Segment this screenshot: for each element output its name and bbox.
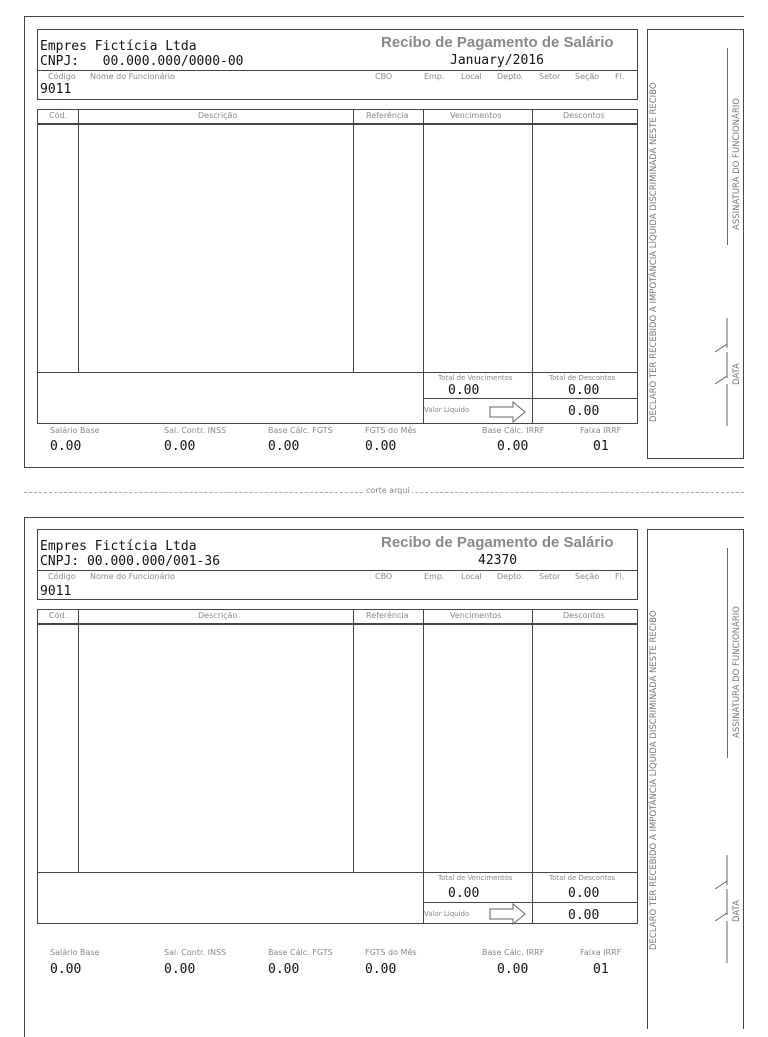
total-vencimentos-label: Total de Vencimentos (438, 374, 513, 382)
irrf-faixa: 01 (593, 439, 609, 454)
divider (423, 398, 638, 399)
inss: 0.00 (164, 962, 196, 977)
receipt-title: Recibo de Pagamento de Salário (381, 534, 614, 551)
receipt-1 (0, 0, 768, 470)
fgts-mes: 0.00 (365, 439, 397, 454)
date-line (710, 855, 732, 965)
col-referencia: Referência (366, 111, 409, 120)
signature-label: ASSINATURA DO FUNCIONÁRIO (732, 98, 742, 230)
valor-liquido-label: Valor Líquido (424, 406, 470, 414)
irrf-faixa: 01 (593, 962, 609, 977)
codigo-label: Código (48, 572, 76, 581)
valor-liquido: 0.00 (568, 908, 600, 923)
header-box (37, 529, 638, 571)
cbo-label: CBO (375, 72, 393, 81)
cnpj-label: CNPJ: (40, 554, 80, 569)
col-descontos: Descontos (563, 611, 605, 620)
period: January/2016 (450, 53, 544, 68)
date-label: DATA (732, 363, 742, 385)
fgts-mes: 0.00 (365, 962, 397, 977)
fgts-base-label: Base Cálc. FGTS (268, 426, 333, 435)
arrow-right-icon (489, 903, 527, 925)
items-table (37, 109, 638, 373)
arrow-right-icon (489, 401, 527, 423)
cut-label: corte arqui (366, 486, 410, 495)
total-descontos-label: Total de Descontos (549, 374, 616, 382)
bases-row (37, 424, 638, 458)
cnpj (40, 554, 220, 569)
irrf-base: 0.00 (497, 962, 529, 977)
setor-label: Setor (539, 72, 561, 81)
total-descontos-label: Total de Descontos (549, 874, 616, 882)
table-header (38, 610, 637, 625)
inss-label: Sal. Contr. INSS (164, 426, 227, 435)
irrf-base-label: Base Cálc. IRRF (482, 948, 545, 957)
divider (532, 873, 533, 923)
total-vencimentos: 0.00 (448, 886, 480, 901)
declaration-text: DECLARO TER RECEBIDO A IMPOTÂNCIA LÍQUIDA DISCRIMINADA NESTE RECIBO (649, 82, 659, 422)
salario-base: 0.00 (50, 962, 82, 977)
secao-label: Seção (575, 572, 600, 581)
signature-line (727, 48, 728, 245)
cnpj-label: CNPJ: (40, 54, 80, 69)
fgts-base-label: Base Cálc. FGTS (268, 948, 333, 957)
divider (423, 110, 424, 372)
employee-box (37, 70, 638, 100)
receipt-body (37, 529, 638, 999)
col-cod: Cód. (49, 611, 68, 620)
irrf-faixa-label: Faixa IRRF (580, 948, 622, 957)
col-descricao: Descrição (198, 611, 238, 620)
valor-liquido: 0.00 (568, 404, 600, 419)
table-header (38, 110, 637, 125)
employee-box (37, 570, 638, 600)
emp-label: Emp. (424, 72, 445, 81)
date-line (710, 318, 732, 428)
company-name: Empres Fictícia Ltda (40, 539, 197, 554)
irrf-base: 0.00 (497, 439, 529, 454)
employee-code: 9011 (40, 82, 72, 97)
setor-label: Setor (539, 572, 561, 581)
fl-label: Fl. (615, 572, 625, 581)
irrf-base-label: Base Cálc. IRRF (482, 426, 545, 435)
period: 42370 (478, 553, 518, 568)
salario-base-label: Salário Base (50, 948, 100, 957)
col-referencia: Referência (366, 611, 409, 620)
salario-base-label: Salário Base (50, 426, 100, 435)
divider (353, 110, 354, 372)
declaration-text: DECLARO TER RECEBIDO A IMPOTÂNCIA LÍQUIDA DISCRIMINADA NESTE RECIBO (649, 610, 659, 950)
cnpj-value: 00.000.000/001-36 (86, 554, 221, 569)
receipt-body (37, 29, 638, 459)
company-name: Empres Fictícia Ltda (40, 39, 197, 54)
divider (423, 902, 638, 903)
salario-base: 0.00 (50, 439, 82, 454)
signature-panel (647, 529, 744, 1029)
valor-liquido-label: Valor Líquido (424, 910, 470, 918)
total-vencimentos: 0.00 (448, 383, 480, 398)
total-vencimentos-label: Total de Vencimentos (438, 874, 513, 882)
signature-label: ASSINATURA DO FUNCIONÁRIO (732, 606, 742, 738)
cbo-label: CBO (375, 572, 393, 581)
local-label: Local (461, 72, 482, 81)
totals-box (37, 372, 638, 424)
receipt-2 (0, 505, 768, 1024)
inss: 0.00 (164, 439, 196, 454)
employee-code: 9011 (40, 584, 72, 599)
divider (423, 610, 424, 872)
cnpj-value: 00.000.000/0000-00 (102, 54, 244, 69)
totals-box (37, 872, 638, 924)
header-box (37, 29, 638, 71)
total-descontos: 0.00 (568, 383, 600, 398)
cnpj (40, 54, 244, 69)
divider (532, 110, 533, 372)
divider (532, 610, 533, 872)
col-descricao: Descrição (198, 111, 238, 120)
divider (353, 610, 354, 872)
bases-row (37, 948, 638, 982)
receipt-title: Recibo de Pagamento de Salário (381, 34, 614, 51)
depto-label: Depto. (497, 572, 524, 581)
codigo-label: Código (48, 72, 76, 81)
date-label: DATA (732, 900, 742, 922)
col-descontos: Descontos (563, 111, 605, 120)
signature-panel (647, 29, 744, 459)
col-cod: Cód. (49, 111, 68, 120)
fgts-mes-label: FGTS do Mês (365, 948, 417, 957)
total-descontos: 0.00 (568, 886, 600, 901)
items-table (37, 609, 638, 873)
divider (78, 110, 79, 372)
fgts-base: 0.00 (268, 439, 300, 454)
fgts-mes-label: FGTS do Mês (365, 426, 417, 435)
inss-label: Sal. Contr. INSS (164, 948, 227, 957)
signature-line (727, 548, 728, 758)
fgts-base: 0.00 (268, 962, 300, 977)
nome-label: Nome do Funcionário (90, 72, 175, 81)
irrf-faixa-label: Faixa IRRF (580, 426, 622, 435)
depto-label: Depto. (497, 72, 524, 81)
emp-label: Emp. (424, 572, 445, 581)
col-vencimentos: Vencimentos (450, 111, 502, 120)
secao-label: Seção (575, 72, 600, 81)
col-vencimentos: Vencimentos (450, 611, 502, 620)
divider (78, 610, 79, 872)
local-label: Local (461, 572, 482, 581)
nome-label: Nome do Funcionário (90, 572, 175, 581)
fl-label: Fl. (615, 72, 625, 81)
